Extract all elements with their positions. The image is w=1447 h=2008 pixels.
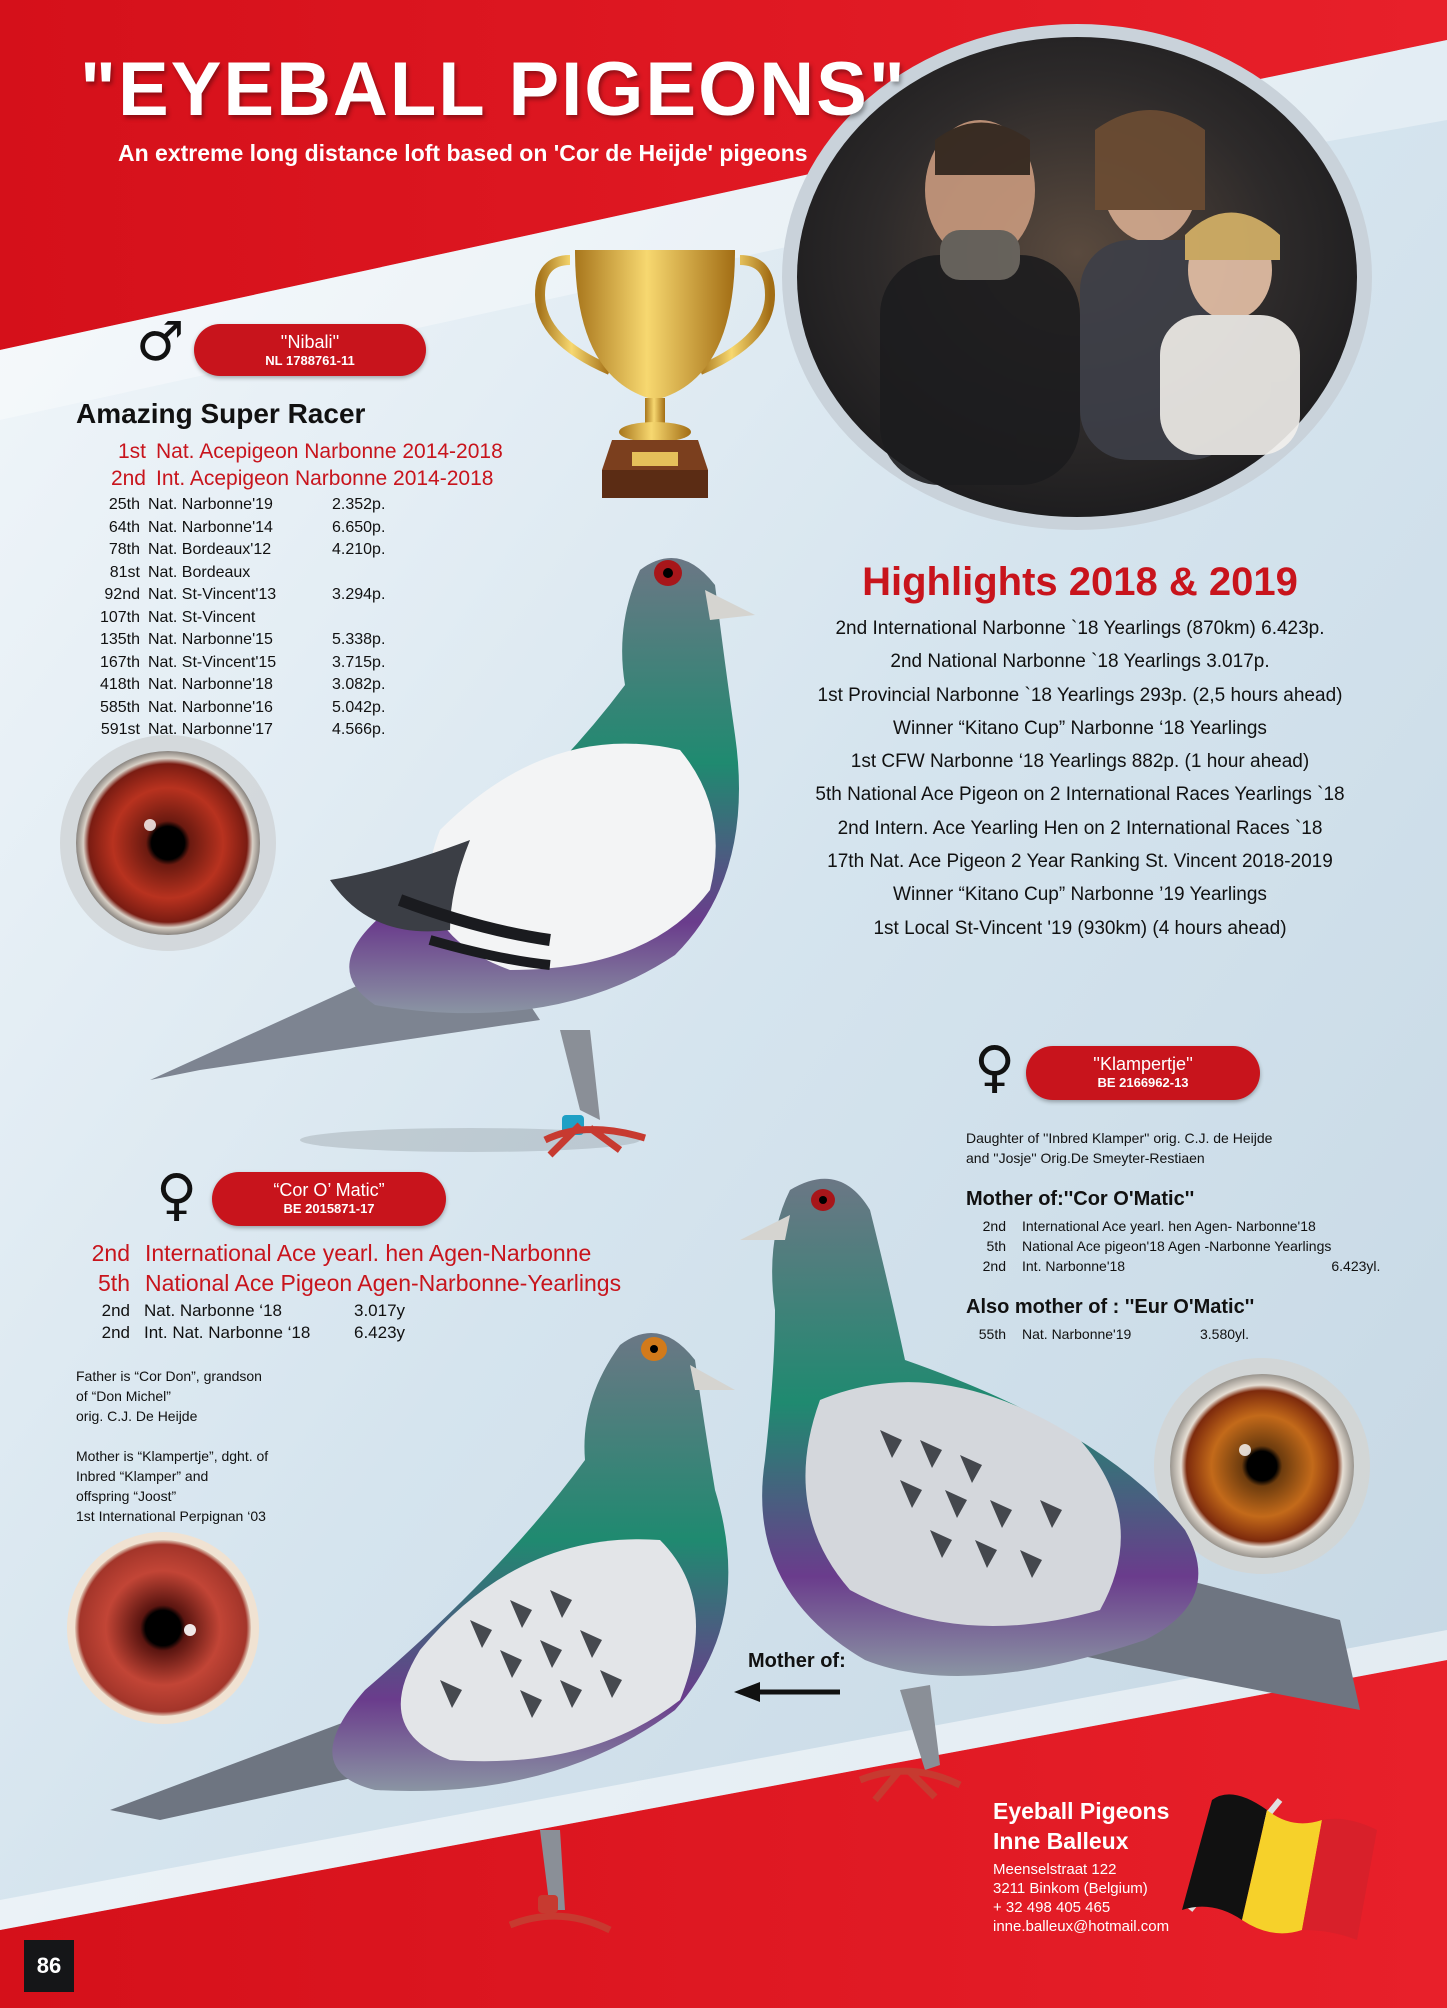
result-race: National Ace pigeon'18 Agen -Narbonne Yearlings bbox=[1022, 1238, 1332, 1254]
page-subtitle: An extreme long distance loft based on 'Cor de Heijde' pigeons bbox=[118, 140, 808, 166]
klampertje-name-badge bbox=[1026, 1046, 1260, 1100]
contact-names bbox=[993, 1796, 1169, 1856]
highlights-title-text: Highlights 2018 & 2019 bbox=[862, 560, 1298, 604]
result-points bbox=[332, 562, 385, 585]
result-row bbox=[96, 629, 385, 652]
result-points: 3.580yl. bbox=[1200, 1326, 1250, 1342]
contact-email[interactable]: inne.balleux@hotmail.com bbox=[993, 1918, 1170, 1935]
result-row bbox=[80, 1238, 621, 1268]
result-row bbox=[96, 539, 385, 562]
male-symbol-icon: ♂ bbox=[136, 310, 185, 373]
nibali-name: ''Nibali'' bbox=[280, 332, 340, 352]
result-points bbox=[1331, 1216, 1380, 1236]
cor-o-matic-name: “Cor O’ Matic” bbox=[273, 1180, 385, 1200]
highlights-title bbox=[760, 560, 1400, 605]
klampertje-mother-of-table bbox=[972, 1216, 1380, 1276]
result-place: 2nd bbox=[101, 1323, 130, 1342]
result-place: 2nd bbox=[110, 466, 146, 490]
note-line: Father is “Cor Don”, grandson bbox=[76, 1368, 262, 1384]
nibali-results-table bbox=[96, 494, 385, 742]
result-race: Nat. St-Vincent'13 bbox=[148, 586, 277, 604]
result-place: 167th bbox=[99, 653, 140, 671]
result-row bbox=[80, 1268, 621, 1298]
klampertje-name: ''Klampertje'' bbox=[1093, 1054, 1193, 1074]
result-race: Nat. Bordeaux'12 bbox=[148, 541, 272, 559]
result-text: National Ace Pigeon Agen-Narbonne-Yearlings bbox=[145, 1269, 622, 1296]
nibali-top-results bbox=[96, 438, 503, 492]
result-points: 3.017y bbox=[354, 1301, 406, 1320]
result-place: 64th bbox=[108, 518, 140, 536]
klampertje-mother-of-title: Mother of:''Cor O'Matic'' bbox=[966, 1188, 1195, 1210]
cor-o-matic-ring: BE 2015871-17 bbox=[283, 1201, 375, 1216]
klampertje-also-table bbox=[972, 1324, 1249, 1344]
female-symbol-icon: ♀ bbox=[156, 1163, 198, 1228]
result-race: Nat. Narbonne'17 bbox=[148, 721, 273, 739]
highlight-item: 1st CFW Narbonne ‘18 Yearlings 882p. (1 hour ahead) bbox=[850, 751, 1310, 773]
result-row bbox=[972, 1256, 1380, 1276]
cor-o-matic-name-badge bbox=[212, 1172, 446, 1226]
klampertje-origin bbox=[966, 1128, 1272, 1168]
result-row bbox=[96, 438, 503, 465]
nibali-heading: Amazing Super Racer bbox=[76, 398, 366, 429]
result-place: 2nd bbox=[982, 1218, 1006, 1234]
result-race: Nat. Narbonne'19 bbox=[1022, 1326, 1132, 1342]
highlight-item: 1st Local St-Vincent '19 (930km) (4 hours ahead) bbox=[873, 917, 1287, 939]
result-race: Nat. Narbonne'16 bbox=[148, 698, 273, 716]
result-place: 55th bbox=[978, 1326, 1006, 1342]
result-place: 2nd bbox=[982, 1258, 1006, 1274]
result-row bbox=[96, 562, 385, 585]
result-race: Int. Nat. Narbonne ‘18 bbox=[144, 1323, 311, 1342]
contact-city: 3211 Binkom (Belgium) bbox=[993, 1880, 1148, 1897]
cor-o-matic-top-results bbox=[80, 1238, 621, 1298]
result-points: 3.294p. bbox=[332, 586, 386, 604]
note-line: Inbred “Klamper” and bbox=[76, 1468, 209, 1484]
result-row bbox=[92, 1322, 405, 1344]
result-race: Nat. St-Vincent bbox=[148, 608, 256, 626]
note-line: of “Don Michel” bbox=[76, 1388, 171, 1404]
highlight-item: Winner “Kitano Cup” Narbonne ‘18 Yearlings bbox=[893, 717, 1267, 739]
highlight-item: Winner “Kitano Cup” Narbonne ’19 Yearlings bbox=[893, 884, 1267, 906]
result-row bbox=[96, 697, 385, 720]
result-place: 5th bbox=[98, 1269, 130, 1296]
result-row bbox=[972, 1324, 1249, 1344]
result-race: Nat. Narbonne'18 bbox=[148, 676, 273, 694]
page-title: "EYEBALL PIGEONS" bbox=[80, 47, 907, 132]
result-place: 1st bbox=[117, 439, 146, 463]
result-place: 585th bbox=[99, 698, 140, 716]
result-place: 591st bbox=[100, 721, 140, 739]
contact-details bbox=[993, 1860, 1169, 1936]
result-points: 4.566p. bbox=[332, 721, 386, 739]
result-row bbox=[972, 1216, 1380, 1236]
cor-o-matic-results-table bbox=[92, 1300, 405, 1344]
result-row bbox=[972, 1236, 1380, 1256]
note-line: orig. C.J. De Heijde bbox=[76, 1408, 198, 1424]
result-place: 135th bbox=[99, 631, 140, 649]
result-points: 6.650p. bbox=[332, 518, 386, 536]
result-race: Nat. Narbonne'14 bbox=[148, 518, 273, 536]
result-race: Nat. Narbonne'19 bbox=[148, 496, 273, 514]
cor-o-matic-mother-note bbox=[76, 1446, 268, 1526]
contact-name: Eyeball Pigeons bbox=[993, 1798, 1170, 1824]
origin-line: and ''Josje'' Orig.De Smeyter-Restiaen bbox=[966, 1150, 1205, 1166]
highlight-item: 2nd National Narbonne `18 Yearlings 3.017p. bbox=[890, 651, 1270, 673]
highlight-item: 17th Nat. Ace Pigeon 2 Year Ranking St. Vincent 2018-2019 bbox=[827, 851, 1333, 873]
result-place: 92nd bbox=[104, 586, 140, 604]
result-points: 2.352p. bbox=[332, 496, 386, 514]
result-points: 3.082p. bbox=[332, 676, 386, 694]
female-symbol-icon: ♀ bbox=[974, 1035, 1016, 1100]
result-place: 25th bbox=[108, 496, 140, 514]
note-line: offspring “Joost” bbox=[76, 1488, 177, 1504]
result-text: Nat. Acepigeon Narbonne 2014-2018 bbox=[156, 439, 503, 463]
result-place: 81st bbox=[109, 563, 140, 581]
highlight-item: 5th National Ace Pigeon on 2 International Races Yearlings `18 bbox=[815, 784, 1345, 806]
result-points bbox=[1331, 1236, 1380, 1256]
nibali-ring: NL 1788761-11 bbox=[265, 353, 355, 368]
result-points: 3.715p. bbox=[332, 653, 386, 671]
mother-of-label: Mother of: bbox=[748, 1650, 846, 1672]
highlights-list bbox=[760, 612, 1400, 945]
result-place: 2nd bbox=[91, 1239, 130, 1266]
page-number: 86 bbox=[24, 1940, 74, 1992]
result-row bbox=[96, 652, 385, 675]
result-place: 78th bbox=[108, 541, 140, 559]
result-place: 418th bbox=[99, 676, 140, 694]
result-row bbox=[92, 1300, 405, 1322]
result-text: International Ace yearl. hen Agen-Narbonne bbox=[145, 1239, 592, 1266]
result-place: 5th bbox=[986, 1238, 1006, 1254]
result-points: 6.423y bbox=[354, 1323, 406, 1342]
highlight-item: 1st Provincial Narbonne `18 Yearlings 293p. (2,5 hours ahead) bbox=[817, 684, 1343, 706]
result-row bbox=[96, 494, 385, 517]
result-race: Int. Narbonne'18 bbox=[1022, 1258, 1126, 1274]
result-race: International Ace yearl. hen Agen- Narbonne'18 bbox=[1022, 1218, 1316, 1234]
result-row bbox=[96, 719, 385, 742]
result-race: Nat. Bordeaux bbox=[148, 563, 251, 581]
note-line: Mother is “Klampertje”, dght. of bbox=[76, 1448, 269, 1464]
highlight-item: 2nd International Narbonne `18 Yearlings (870km) 6.423p. bbox=[835, 618, 1325, 639]
result-row bbox=[96, 465, 503, 492]
contact-address: Meenselstraat 122 bbox=[993, 1861, 1117, 1878]
contact-name: Inne Balleux bbox=[993, 1828, 1129, 1854]
result-points: 5.042p. bbox=[332, 698, 386, 716]
nibali-name-badge bbox=[194, 324, 426, 376]
result-text: Int. Acepigeon Narbonne 2014-2018 bbox=[156, 466, 494, 490]
result-row bbox=[96, 607, 385, 630]
result-row bbox=[96, 517, 385, 540]
result-row bbox=[96, 674, 385, 697]
result-race: Nat. Narbonne'15 bbox=[148, 631, 273, 649]
result-points: 6.423yl. bbox=[1331, 1258, 1381, 1274]
result-row bbox=[96, 584, 385, 607]
klampertje-also-title: Also mother of : ''Eur O'Matic'' bbox=[966, 1296, 1255, 1318]
highlight-item: 2nd Intern. Ace Yearling Hen on 2 International Races `18 bbox=[837, 817, 1323, 839]
result-points: 4.210p. bbox=[332, 541, 386, 559]
result-race: Nat. St-Vincent'15 bbox=[148, 653, 277, 671]
origin-line: Daughter of ''Inbred Klamper'' orig. C.J. de Heijde bbox=[966, 1130, 1273, 1146]
cor-o-matic-father-note bbox=[76, 1366, 262, 1426]
result-place: 107th bbox=[99, 608, 140, 626]
result-points: 5.338p. bbox=[332, 631, 386, 649]
klampertje-ring: BE 2166962-13 bbox=[1097, 1075, 1189, 1090]
result-place: 2nd bbox=[101, 1301, 130, 1320]
contact-phone[interactable]: + 32 498 405 465 bbox=[993, 1899, 1111, 1916]
result-points bbox=[332, 607, 385, 630]
result-race: Nat. Narbonne ‘18 bbox=[144, 1301, 282, 1320]
note-line: 1st International Perpignan ‘03 bbox=[76, 1508, 266, 1524]
